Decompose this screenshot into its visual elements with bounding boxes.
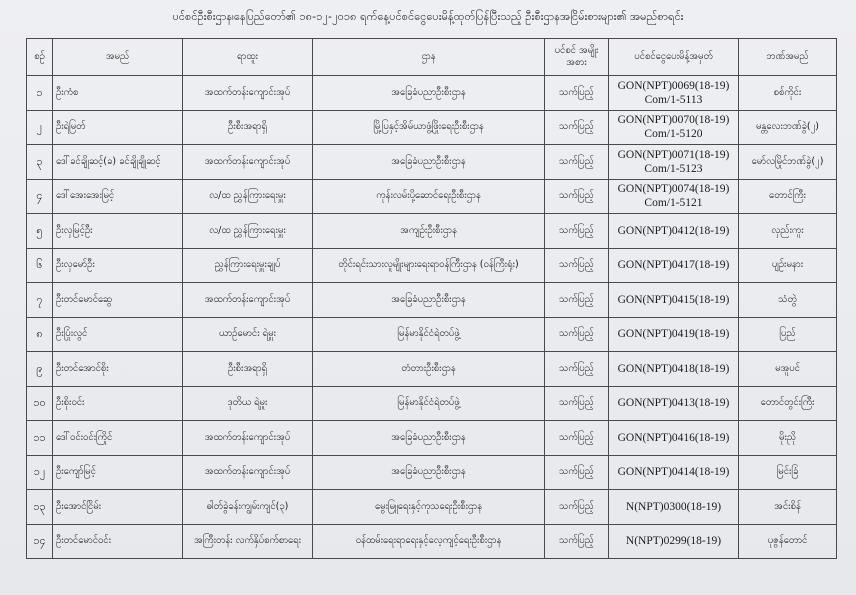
cell-treasury: ပြည် [739, 317, 837, 352]
cell-name: ဦးတင်မောင်ဆွေ [53, 283, 183, 318]
cell-rank: လ/ထ ညွှန်ကြားရေးမှူး [183, 179, 313, 214]
cell-name: ဦးရဲမြတ် [53, 110, 183, 145]
cell-pension-type: သက်ပြည့် [545, 455, 609, 490]
cell-department: တိုင်းရင်းသားလူမျိုးများရေးရာဝန်ကြီးဌာန (ဝန်ကြီးရုံး) [313, 248, 545, 283]
cell-department: အခြေခံပညာဦးစီးဌာန [313, 283, 545, 318]
cell-name: ဒေါ်ခင်ချိုဆင့်(ခ) ခင်ချိုချိုဆင့် [53, 145, 183, 180]
cell-pension-type: သက်ပြည့် [545, 490, 609, 525]
cell-order-no: GON(NPT)0419(18-19) [609, 317, 739, 352]
cell-no: ၂ [27, 110, 53, 145]
cell-no: ၁၂ [27, 455, 53, 490]
cell-treasury: အင်းစိန် [739, 490, 837, 525]
cell-name: ဦးလှမြင့်ဦး [53, 214, 183, 249]
table-row [27, 145, 837, 180]
cell-order-no: N(NPT)0299(18-19) [609, 524, 739, 559]
table-row [27, 317, 837, 352]
cell-department: ကုန်းလမ်းပို့ဆောင်ရေးဦးစီးဌာန [313, 179, 545, 214]
cell-name: ဦးအောင်ငြိမ်း [53, 490, 183, 525]
table-row [27, 110, 837, 145]
cell-rank: ဦးစီးအရာရှိ [183, 352, 313, 387]
header-pension-type: ပင်စင် အမျိုးအစား [545, 39, 609, 76]
table-row [27, 421, 837, 456]
table-header-row [27, 39, 837, 76]
cell-department: ဝန်ထမ်းရေးရာရေးနှင့်လေ့ကျင့်ရေးဦးစီးဌာန [313, 524, 545, 559]
table-row [27, 283, 837, 318]
table-row [27, 455, 837, 490]
cell-department: အခြေခံပညာဦးစီးဌာန [313, 455, 545, 490]
cell-department: အခြေခံပညာဦးစီးဌာန [313, 145, 545, 180]
cell-department: မွေးမြူရေးနှင့်ကုသရေးဦးစီးဌာန [313, 490, 545, 525]
cell-treasury: စစ်ကိုင်း [739, 76, 837, 111]
cell-rank: အထက်တန်းကျောင်းအုပ် [183, 455, 313, 490]
cell-no: ၅ [27, 214, 53, 249]
cell-pension-type: သက်ပြည့် [545, 214, 609, 249]
cell-name: ဦးပြုံးလွင် [53, 317, 183, 352]
cell-no: ၁ [27, 76, 53, 111]
cell-name: ဦးကျော်မြင့် [53, 455, 183, 490]
cell-name: ဦးတင်အောင်စိုး [53, 352, 183, 387]
cell-department: အခြေခံပညာဦးစီးဌာန [313, 421, 545, 456]
cell-pension-type: သက်ပြည့် [545, 145, 609, 180]
header-no: စဉ် [27, 39, 53, 76]
cell-rank: လ/ထ ညွှန်ကြားရေးမှူး [183, 214, 313, 249]
table-row [27, 179, 837, 214]
cell-no: ၉ [27, 352, 53, 387]
cell-no: ၈ [27, 317, 53, 352]
cell-no: ၄ [27, 179, 53, 214]
cell-treasury: မြင်းခြံ [739, 455, 837, 490]
cell-pension-type: သက်ပြည့် [545, 386, 609, 421]
cell-no: ၁၀ [27, 386, 53, 421]
table-row [27, 524, 837, 559]
cell-order-no: GON(NPT)0415(18-19) [609, 283, 739, 318]
cell-treasury: ပုဇွန်တောင် [739, 524, 837, 559]
cell-rank: ညွှန်ကြားရေးမှူးချုပ် [183, 248, 313, 283]
cell-pension-type: သက်ပြည့် [545, 421, 609, 456]
table-row [27, 490, 837, 525]
cell-treasury: မအူပင် [739, 352, 837, 387]
cell-pension-type: သက်ပြည့် [545, 248, 609, 283]
document-title: ပင်စင်ဦးစီးဌာန၊နေပြည်တော်၏ ၁၈-၁၂-၂၀၁၈ ရက်နေ့ပင်စင်ငွေပေးမိန့်ထုတ်ပြန်ပြီးသည့် ဦးစီးဌာနအငြိမ်းစားများ၏ အမည်စာရင်း [172, 10, 684, 23]
cell-department: တံတားဦးစီးဌာန [313, 352, 545, 387]
cell-rank: အထက်တန်းကျောင်းအုပ် [183, 283, 313, 318]
cell-no: ၇ [27, 283, 53, 318]
cell-rank: အကြီးတန်း လက်နှိပ်စက်စာရေး [183, 524, 313, 559]
cell-name: ဦးတင်မောင်ဝင်း [53, 524, 183, 559]
cell-pension-type: သက်ပြည့် [545, 524, 609, 559]
cell-rank: ယာဉ်မောင်း ရဲမှူး [183, 317, 313, 352]
pension-table [26, 38, 837, 559]
cell-order-no: GON(NPT)0071(18-19) Com/1-5123 [609, 145, 739, 180]
cell-rank: အထက်တန်းကျောင်းအုပ် [183, 145, 313, 180]
table-row [27, 214, 837, 249]
cell-pension-type: သက်ပြည့် [545, 352, 609, 387]
table-row [27, 352, 837, 387]
header-order-no: ပင်စင်ငွေပေးမိန့်အမှတ် [609, 39, 739, 76]
cell-treasury: မိုးညို [739, 421, 837, 456]
cell-no: ၁၄ [27, 524, 53, 559]
cell-rank: ဓါတ်ခွဲခန်းကျွမ်းကျင်(၃) [183, 490, 313, 525]
cell-pension-type: သက်ပြည့် [545, 110, 609, 145]
cell-pension-type: သက်ပြည့် [545, 76, 609, 111]
cell-treasury: မန္တလေးဘဏ်ခွဲ(၂) [739, 110, 837, 145]
cell-rank: အထက်တန်းကျောင်းအုပ် [183, 421, 313, 456]
cell-rank: ဦးစီးအရာရှိ [183, 110, 313, 145]
cell-order-no: GON(NPT)0412(18-19) [609, 214, 739, 249]
cell-pension-type: သက်ပြည့် [545, 179, 609, 214]
cell-treasury: ပျဉ်းမနား [739, 248, 837, 283]
cell-order-no: GON(NPT)0417(18-19) [609, 248, 739, 283]
cell-order-no: GON(NPT)0414(18-19) [609, 455, 739, 490]
cell-no: ၁၃ [27, 490, 53, 525]
cell-name: ဒေါ်ဝင်းဝင်းကြိုင် [53, 421, 183, 456]
cell-order-no: GON(NPT)0418(18-19) [609, 352, 739, 387]
header-rank: ရာထူး [183, 39, 313, 76]
cell-treasury: တောင်ကြီး [739, 179, 837, 214]
cell-department: မြို့ပြနှင့်အိမ်ယာဖွံ့ဖြိုးရေးဦးစီးဌာန [313, 110, 545, 145]
cell-no: ၆ [27, 248, 53, 283]
cell-rank: ဒုတိယ ရဲမှူး [183, 386, 313, 421]
cell-treasury: သံတွဲ [739, 283, 837, 318]
table-row [27, 76, 837, 111]
table-row [27, 248, 837, 283]
cell-department: မြန်မာနိုင်ငံရဲတပ်ဖွဲ့ [313, 386, 545, 421]
cell-name: ဦးစိုးဝင်း [53, 386, 183, 421]
cell-order-no: N(NPT)0300(18-19) [609, 490, 739, 525]
cell-treasury: တောင်တွင်းကြီး [739, 386, 837, 421]
cell-department: အကျဉ်းဦးစီးဌာန [313, 214, 545, 249]
cell-pension-type: သက်ပြည့် [545, 317, 609, 352]
cell-order-no: GON(NPT)0416(18-19) [609, 421, 739, 456]
header-name: အမည် [53, 39, 183, 76]
cell-treasury: လှည်းကူး [739, 214, 837, 249]
cell-no: ၁၁ [27, 421, 53, 456]
cell-order-no: GON(NPT)0070(18-19) Com/1-5120 [609, 110, 739, 145]
cell-name: ဦးကံစ [53, 76, 183, 111]
header-treasury: ဘဏ်အမည် [739, 39, 837, 76]
cell-department: အခြေခံပညာဦးစီးဌာန [313, 76, 545, 111]
cell-order-no: GON(NPT)0074(18-19) Com/1-5121 [609, 179, 739, 214]
table-row [27, 386, 837, 421]
cell-treasury: မော်လမြိုင်ဘဏ်ခွဲ(၂) [739, 145, 837, 180]
cell-name: ဦးလှမော်ဦး [53, 248, 183, 283]
cell-name: ဒေါ်အေးအေးမြင့် [53, 179, 183, 214]
cell-order-no: GON(NPT)0069(18-19) Com/1-5113 [609, 76, 739, 111]
cell-order-no: GON(NPT)0413(18-19) [609, 386, 739, 421]
cell-no: ၃ [27, 145, 53, 180]
cell-pension-type: သက်ပြည့် [545, 283, 609, 318]
header-department: ဌာန [313, 39, 545, 76]
cell-rank: အထက်တန်းကျောင်းအုပ် [183, 76, 313, 111]
cell-department: မြန်မာနိုင်ငံရဲတပ်ဖွဲ့ [313, 317, 545, 352]
